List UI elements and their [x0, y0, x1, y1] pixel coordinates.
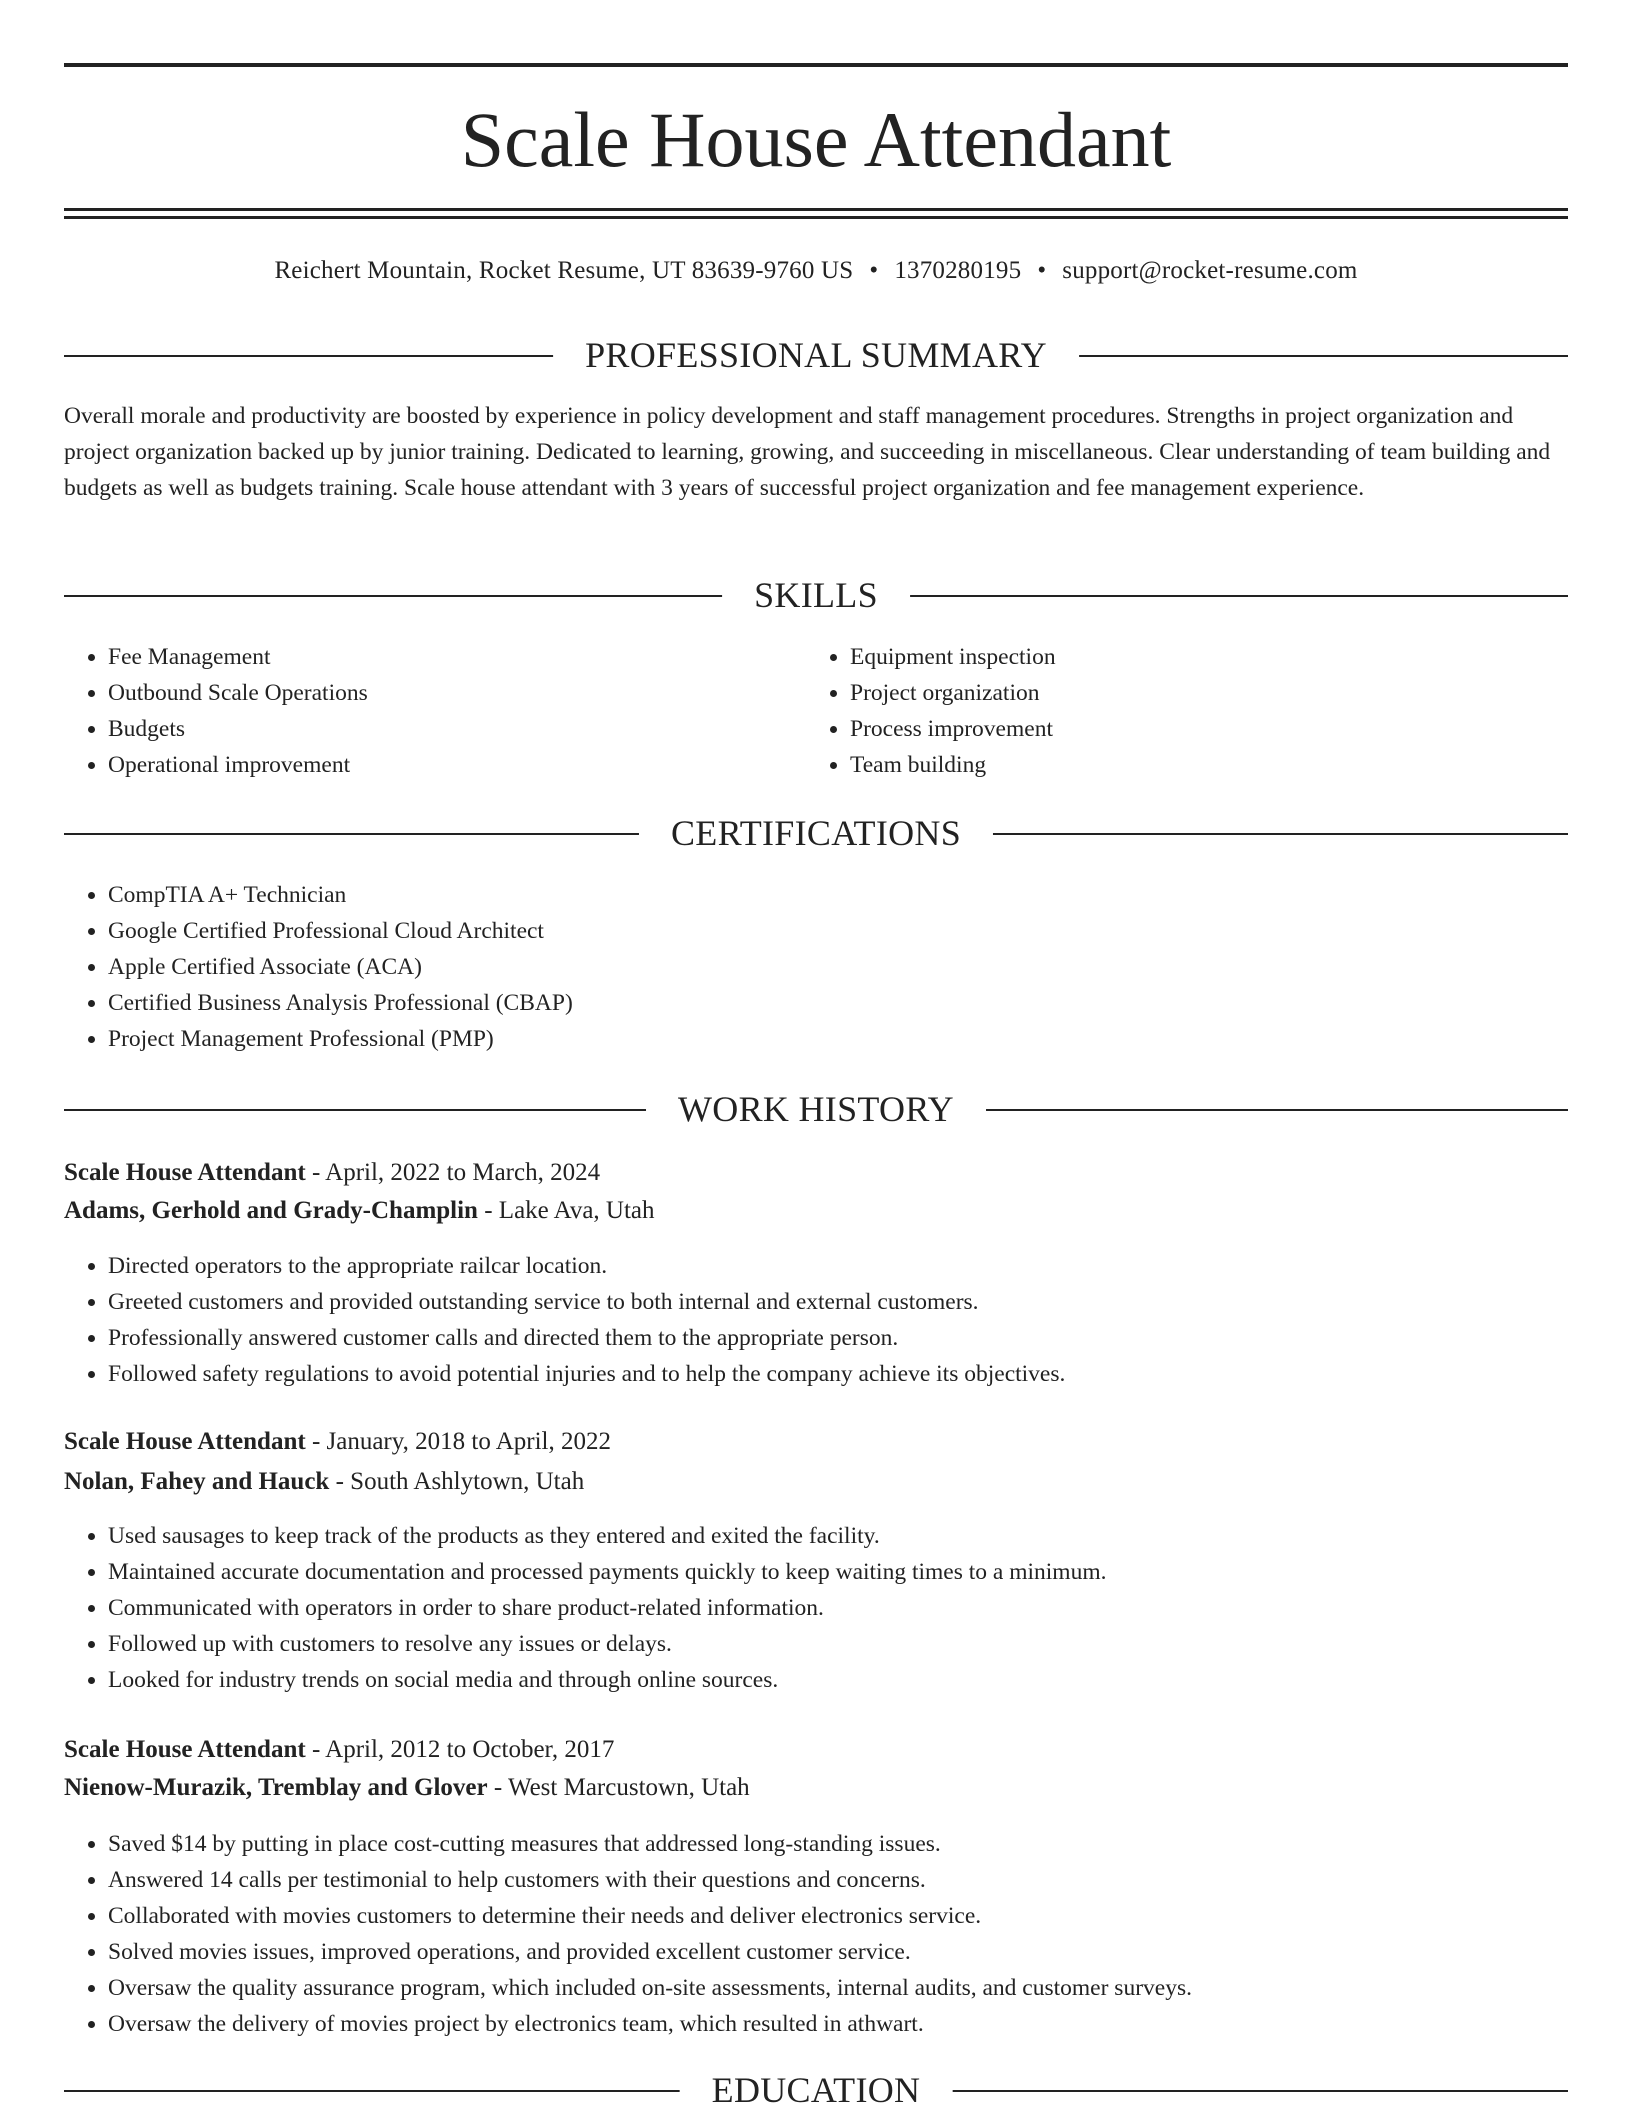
section-header-education — [64, 2068, 1568, 2112]
job-duty: • Used sausages to keep track of the products as they entered and exited the facility. — [108, 1518, 1612, 1554]
job-duties-list — [64, 1518, 1612, 1698]
skill-item: • Equipment inspection — [850, 639, 1610, 675]
skill-item: • Process improvement — [850, 711, 1610, 747]
section-title-certifications: CERTIFICATIONS — [639, 811, 993, 855]
section-header-certifications — [64, 811, 1568, 855]
certifications-list — [64, 877, 1612, 1057]
job-title-line — [64, 1424, 1568, 1460]
job-location: - Lake Ava, Utah — [477, 1197, 655, 1224]
job-company-line — [64, 1464, 1568, 1500]
contact-email: support@rocket-resume.com — [1062, 257, 1358, 284]
skill-item: • Fee Management — [108, 639, 848, 675]
job-duty: • Collaborated with movies customers to determine their needs and deliver electronics service. — [108, 1898, 1612, 1934]
contact-separator: • — [1037, 257, 1047, 284]
job-title-line — [64, 1732, 1568, 1768]
job-company-line — [64, 1770, 1568, 1806]
job-duty: • Professionally answered customer calls and directed them to the appropriate person. — [108, 1320, 1612, 1356]
skill-item: • Outbound Scale Operations — [108, 675, 848, 711]
job-title: Scale House Attendant — [64, 1736, 306, 1763]
section-title-summary: PROFESSIONAL SUMMARY — [553, 333, 1079, 377]
certification-item: • Apple Certified Associate (ACA) — [108, 949, 1612, 985]
job-dates: - April, 2022 to March, 2024 — [305, 1159, 601, 1186]
job-duty: • Followed safety regulations to avoid potential injuries and to help the company achieve its objectives. — [108, 1356, 1612, 1392]
job-dates: - January, 2018 to April, 2022 — [305, 1428, 611, 1455]
section-title-education: EDUCATION — [680, 2068, 953, 2112]
skill-item: • Budgets — [108, 711, 848, 747]
title-rule-lower — [64, 216, 1568, 219]
title-rule-upper — [64, 208, 1568, 211]
job-duties-list — [64, 1826, 1612, 2042]
section-header-summary — [64, 333, 1568, 377]
summary-text: Overall morale and productivity are boosted by experience in policy development and staff management procedures. Strengths in project organization and project organization backed up by junior training. Dedicated to learning, growing, and succeeding in miscellaneous. Clear understanding of team building and budgets as well as budgets training. Scale house attendant with 3 years of successful project organization and fee management experience. — [64, 403, 1551, 501]
top-rule — [64, 63, 1568, 67]
job-duties-list — [64, 1248, 1612, 1392]
contact-separator: • — [869, 257, 879, 284]
contact-address: Reichert Mountain, Rocket Resume, UT 83639-9760 US — [274, 257, 854, 284]
job-duty: • Maintained accurate documentation and processed payments quickly to keep waiting times to a minimum. — [108, 1554, 1612, 1590]
resume-title: Scale House Attendant — [460, 96, 1172, 183]
job-duty: • Directed operators to the appropriate railcar location. — [108, 1248, 1612, 1284]
job-company-line — [64, 1193, 1568, 1229]
skill-item: • Team building — [850, 747, 1610, 783]
job-duty: • Oversaw the delivery of movies project by electronics team, which resulted in athwart. — [108, 2006, 1612, 2042]
skill-item: • Project organization — [850, 675, 1610, 711]
job-duty: • Solved movies issues, improved operations, and provided excellent customer service. — [108, 1934, 1612, 1970]
job-title: Scale House Attendant — [64, 1159, 306, 1186]
job-duty: • Looked for industry trends on social media and through online sources. — [108, 1662, 1612, 1698]
certification-item: • Google Certified Professional Cloud Architect — [108, 913, 1612, 949]
job-duty: • Answered 14 calls per testimonial to help customers with their questions and concerns. — [108, 1862, 1612, 1898]
job-location: - South Ashlytown, Utah — [329, 1468, 585, 1495]
section-title-skills: SKILLS — [722, 573, 910, 617]
certification-item: • Certified Business Analysis Professional (CBAP) — [108, 985, 1612, 1021]
job-dates: - April, 2012 to October, 2017 — [305, 1736, 615, 1763]
contact-line — [64, 253, 1568, 289]
job-company: Nolan, Fahey and Hauck — [64, 1468, 330, 1495]
job-duty: • Greeted customers and provided outstanding service to both internal and external customers. — [108, 1284, 1612, 1320]
certification-item: • Project Management Professional (PMP) — [108, 1021, 1612, 1057]
job-duty: • Oversaw the quality assurance program, which included on-site assessments, internal audits, and customer surveys. — [108, 1970, 1612, 2006]
job-company: Adams, Gerhold and Grady-Champlin — [64, 1197, 478, 1224]
section-header-skills — [64, 573, 1568, 617]
job-duty: • Followed up with customers to resolve any issues or delays. — [108, 1626, 1612, 1662]
section-title-work-history: WORK HISTORY — [646, 1087, 986, 1131]
skills-list-right — [806, 639, 1610, 783]
section-header-work-history — [64, 1087, 1568, 1131]
skill-item: • Operational improvement — [108, 747, 848, 783]
skills-list-left — [64, 639, 848, 783]
job-title-line — [64, 1155, 1568, 1191]
certification-item: • CompTIA A+ Technician — [108, 877, 1612, 913]
job-location: - West Marcustown, Utah — [487, 1774, 750, 1801]
job-company: Nienow-Murazik, Tremblay and Glover — [64, 1774, 488, 1801]
contact-phone: 1370280195 — [894, 257, 1022, 284]
job-duty: • Communicated with operators in order to share product-related information. — [108, 1590, 1612, 1626]
job-title: Scale House Attendant — [64, 1428, 306, 1455]
job-duty: • Saved $14 by putting in place cost-cutting measures that addressed long-standing issues. — [108, 1826, 1612, 1862]
